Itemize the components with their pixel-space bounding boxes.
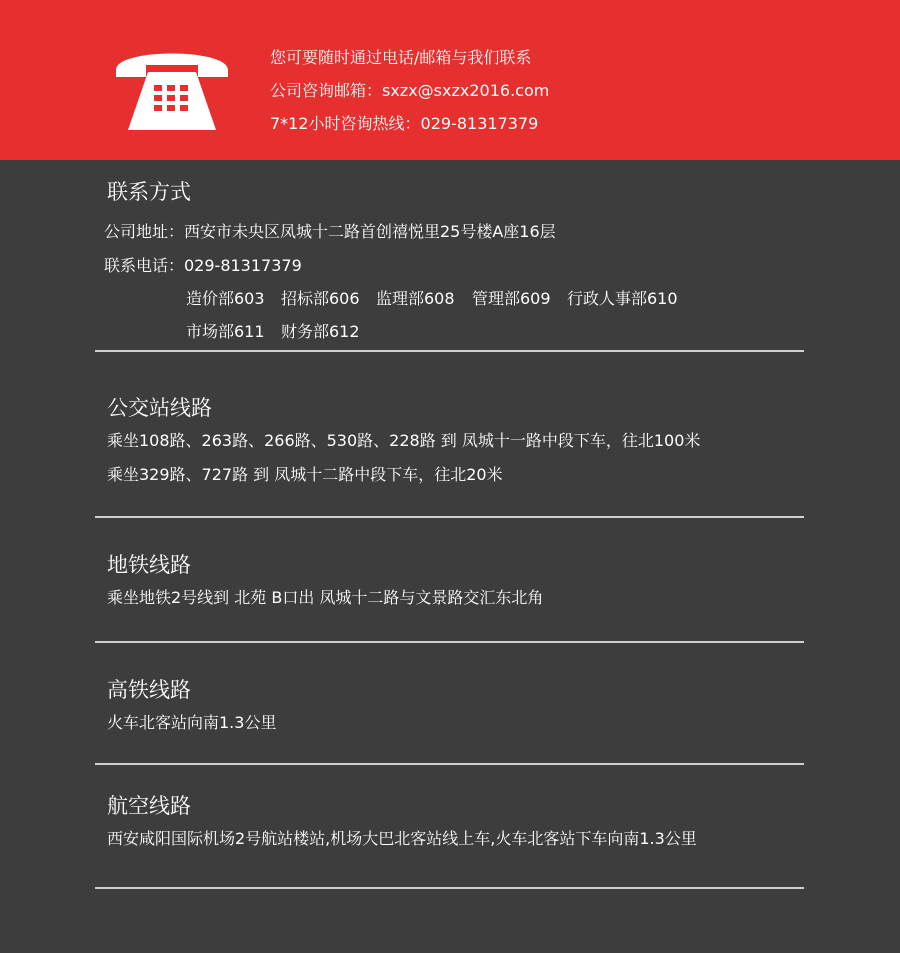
- air-section-title: 航空线路: [107, 794, 191, 818]
- metro-route: 乘坐地铁2号线到 北苑 B口出 凤城十二路与文景路交汇东北角: [107, 588, 544, 607]
- bus-section-title: 公交站线路: [107, 396, 212, 420]
- extension-item: 监理部608: [376, 289, 455, 308]
- extension-item: 财务部612: [281, 322, 360, 341]
- section-divider: [95, 350, 804, 352]
- section-divider: [95, 516, 804, 518]
- telephone-icon: [112, 40, 232, 134]
- metro-section-title: 地铁线路: [107, 553, 191, 577]
- contact-section-title: 联系方式: [107, 180, 191, 204]
- bus-route-1: 乘坐108路、263路、266路、530路、228路 到 凤城十一路中段下车，往北100米: [107, 431, 701, 450]
- extension-item: 市场部611: [186, 322, 265, 341]
- air-route: 西安咸阳国际机场2号航站楼站,机场大巴北客站线上车,火车北客站下车向南1.3公里: [107, 829, 697, 848]
- extension-item: 行政人事部610: [567, 289, 678, 308]
- contact-prompt: 您可要随时通过电话/邮箱与我们联系: [270, 48, 532, 67]
- rail-section-title: 高铁线路: [107, 678, 191, 702]
- rail-route: 火车北客站向南1.3公里: [107, 713, 277, 732]
- extension-item: 管理部609: [472, 289, 551, 308]
- bus-route-2: 乘坐329路、727路 到 凤城十二路中段下车，往北20米: [107, 465, 503, 484]
- company-phone[interactable]: 联系电话：029-81317379: [104, 256, 302, 275]
- section-divider: [95, 887, 804, 889]
- contact-banner: [0, 0, 900, 160]
- extension-item: 造价部603: [186, 289, 265, 308]
- contact-content: [0, 160, 900, 953]
- section-divider: [95, 641, 804, 643]
- contact-hotline[interactable]: 7*12小时咨询热线：029-81317379: [270, 114, 539, 133]
- section-divider: [95, 763, 804, 765]
- extension-item: 招标部606: [281, 289, 360, 308]
- contact-email[interactable]: 公司咨询邮箱：sxzx@sxzx2016.com: [270, 81, 550, 100]
- company-address: 公司地址：西安市未央区凤城十二路首创禧悦里25号楼A座16层: [104, 222, 556, 241]
